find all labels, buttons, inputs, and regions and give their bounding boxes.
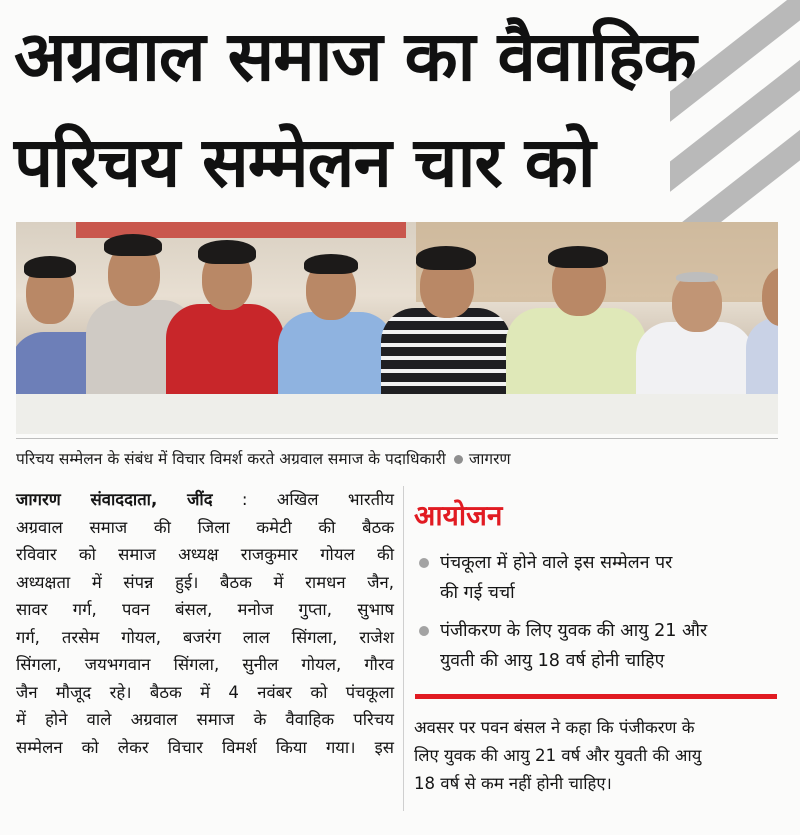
bullet-line: युवती की आयु 18 वर्ष होनी चाहिए xyxy=(440,651,665,671)
news-photo xyxy=(16,222,778,434)
byline: जागरण संवाददाता, जींद xyxy=(16,490,213,509)
bullet-dot-icon xyxy=(419,558,429,568)
bullet-dot-icon xyxy=(419,626,429,636)
article-line: अग्रवाल समाज की जिला कमेटी की बैठक xyxy=(16,517,394,537)
article-line: गर्ग, तरसेम गोयल, बजरंग लाल सिंगला, राजेश xyxy=(16,627,394,647)
bullet-dot-icon xyxy=(454,455,463,464)
bullet-line: की गई चर्चा xyxy=(440,583,515,603)
sidebar-title: आयोजन xyxy=(414,499,503,532)
article-line: अध्यक्षता में संपन्न हुई। बैठक में रामधन जैन, xyxy=(16,572,394,592)
bullet-line: पंचकूला में होने वाले इस सम्मेलन पर xyxy=(440,553,673,573)
article-line: 18 वर्ष से कम नहीं होनी चाहिए। xyxy=(414,774,612,793)
article-body xyxy=(16,486,394,761)
sidebar-bullet xyxy=(418,616,780,676)
article-line xyxy=(16,486,394,514)
column-divider xyxy=(403,486,404,811)
sidebar-bullet xyxy=(418,548,780,608)
article-line: सम्मेलन को लेकर विचार विमर्श किया गया। इस xyxy=(16,737,394,757)
article-line: सावर गर्ग, पवन बंसल, मनोज गुप्ता, सुभाष xyxy=(16,600,394,619)
sidebar-red-rule xyxy=(415,694,777,699)
headline-line-2: परिचय सम्मेलन चार को xyxy=(14,123,595,203)
byline-separator: : xyxy=(212,490,277,509)
article-line: जैन मौजूद रहे। बैठक में 4 नवंबर को पंचकूला xyxy=(16,682,394,702)
article-line: में होने वाले अग्रवाल समाज के वैवाहिक परिचय xyxy=(16,710,394,729)
photo-caption xyxy=(16,447,511,469)
headline-line-1: अग्रवाल समाज का वैवाहिक xyxy=(14,17,696,97)
sidebar-bullets xyxy=(418,548,780,684)
caption-text: परिचय सम्मेलन के संबंध में विचार विमर्श करते अग्रवाल समाज के पदाधिकारी xyxy=(16,450,446,468)
article-line: अवसर पर पवन बंसल ने कहा कि पंजीकरण के xyxy=(414,718,695,737)
article-continued xyxy=(414,714,779,798)
photo-credit: जागरण xyxy=(468,450,511,468)
photo-divider xyxy=(16,438,778,439)
article-line-text: अखिल भारतीय xyxy=(276,490,394,509)
article-line: रविवार को समाज अध्यक्ष राजकुमार गोयल की xyxy=(16,545,394,564)
headline xyxy=(14,4,774,216)
bullet-line: पंजीकरण के लिए युवक की आयु 21 और xyxy=(440,621,708,641)
article-line: सिंगला, जयभगवान सिंगला, सुनील गोयल, गौरव xyxy=(16,655,394,674)
article-line: लिए युवक की आयु 21 वर्ष और युवती की आयु xyxy=(414,746,702,765)
photo-table xyxy=(16,394,778,434)
